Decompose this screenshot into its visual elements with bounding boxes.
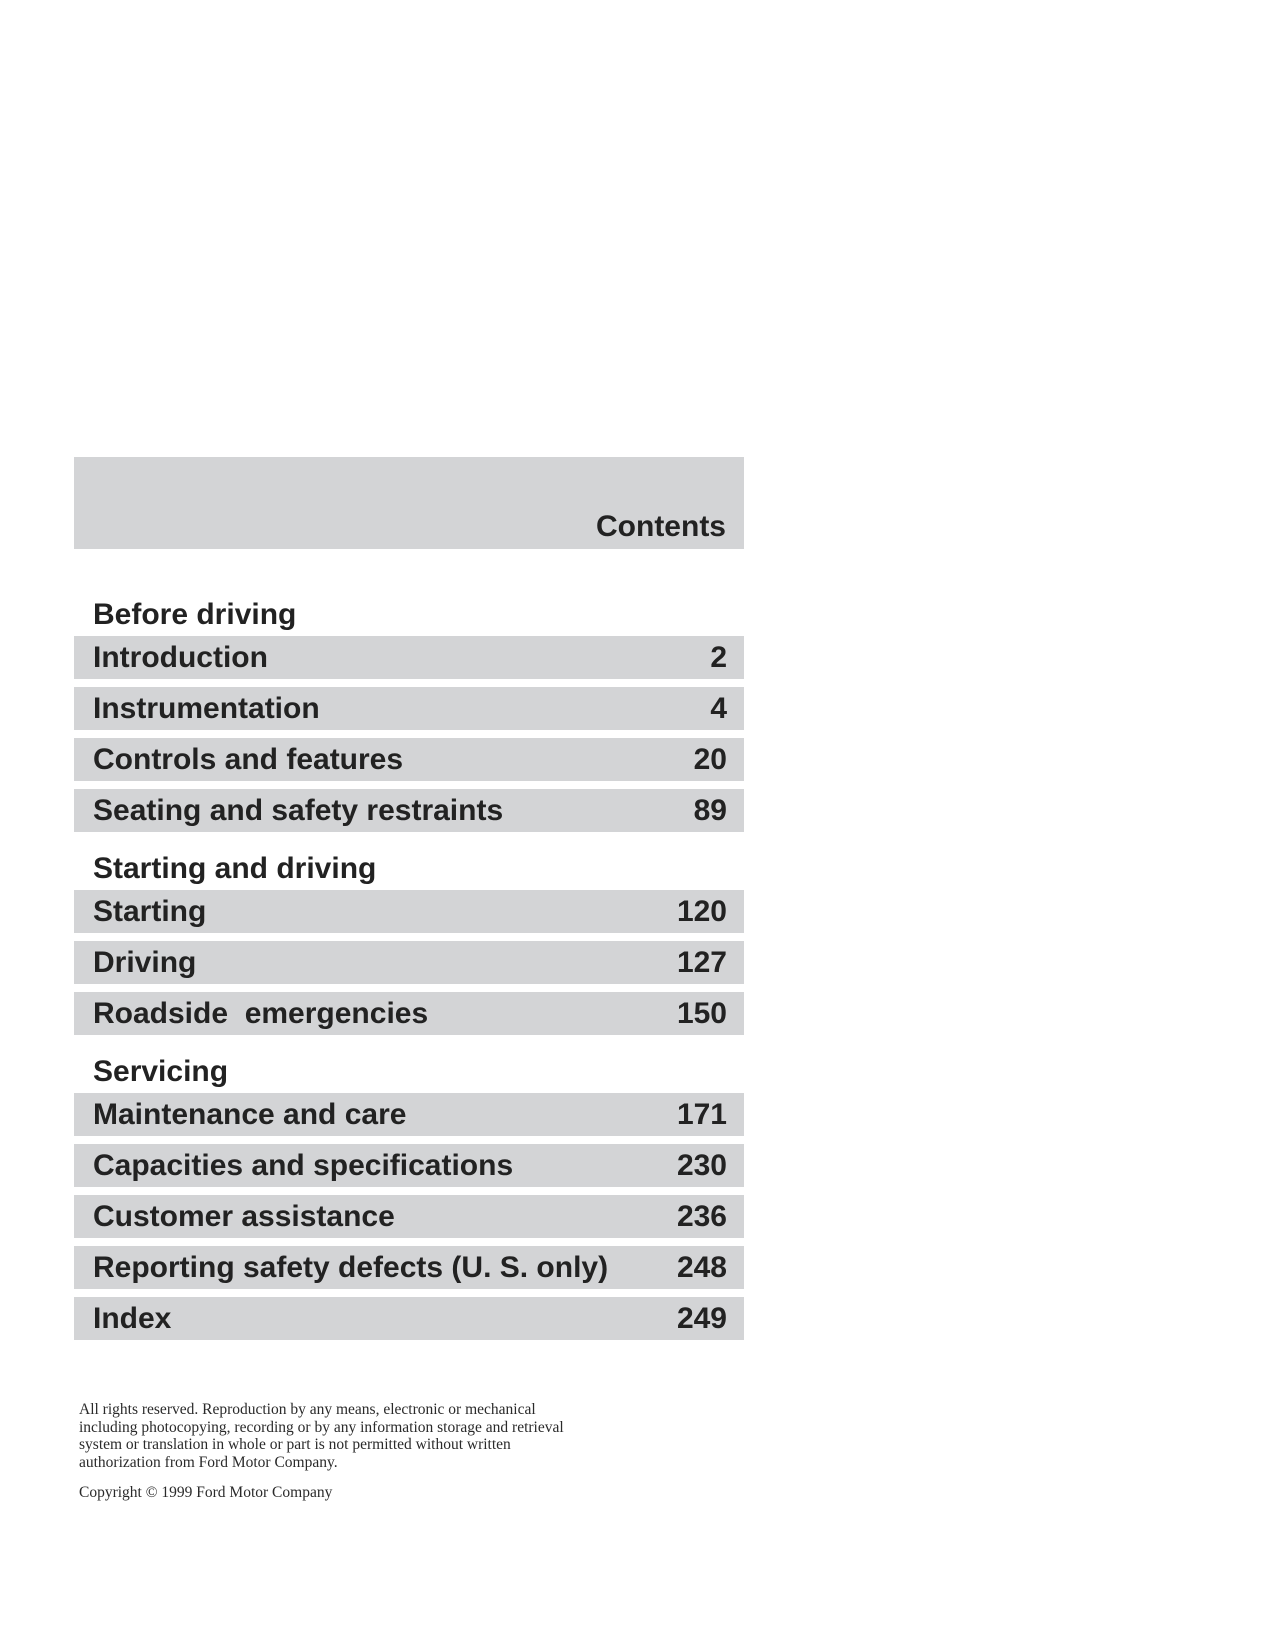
- legal-notice: [79, 1401, 659, 1471]
- toc-entry-page: 248: [676, 1250, 727, 1284]
- toc-entry-label: Introduction: [93, 640, 268, 674]
- toc-entry-page: 4: [710, 691, 727, 725]
- toc-entry-label: Reporting safety defects (U. S. only): [93, 1250, 609, 1284]
- toc-entry-page: 171: [676, 1097, 727, 1131]
- toc-entry-label: Instrumentation: [93, 691, 320, 725]
- toc-entry-label: Roadside emergencies: [93, 996, 429, 1030]
- toc-entry-roadside-emergencies[interactable]: [74, 992, 744, 1035]
- section-heading-before-driving: Before driving: [93, 598, 297, 631]
- toc-entry-maintenance-and-care[interactable]: [74, 1093, 744, 1136]
- legal-line: All rights reserved. Reproduction by any means, electronic or mechanical: [79, 1401, 536, 1418]
- legal-line: authorization from Ford Motor Company.: [79, 1453, 338, 1471]
- toc-entry-label: Index: [93, 1301, 172, 1335]
- toc-entry-seating-and-safety-restraints[interactable]: [74, 789, 744, 832]
- copyright-notice: Copyright © 1999 Ford Motor Company: [79, 1484, 333, 1501]
- toc-entry-capacities-and-specifications[interactable]: [74, 1144, 744, 1187]
- toc-entry-label: Seating and safety restraints: [93, 793, 504, 827]
- toc-entry-page: 249: [676, 1301, 727, 1335]
- page-title: Contents: [596, 510, 726, 543]
- legal-line: including photocopying, recording or by any information storage and retrieval: [79, 1418, 564, 1436]
- toc-entry-label: Capacities and specifications: [93, 1148, 514, 1182]
- toc-entry-label: Driving: [93, 945, 197, 979]
- toc-entry-page: 127: [676, 945, 727, 979]
- toc-entry-label: Controls and features: [93, 742, 404, 776]
- toc-entry-customer-assistance[interactable]: [74, 1195, 744, 1238]
- contents-header-band: [74, 457, 744, 549]
- table-of-contents: [74, 586, 744, 1348]
- toc-entry-page: 2: [710, 640, 727, 674]
- legal-line: system or translation in whole or part is not permitted without written: [79, 1436, 511, 1453]
- toc-entry-index[interactable]: [74, 1297, 744, 1340]
- toc-entry-instrumentation[interactable]: [74, 687, 744, 730]
- section-heading-servicing: Servicing: [93, 1055, 229, 1088]
- section-heading-starting-and-driving: Starting and driving: [93, 852, 377, 885]
- toc-entry-reporting-safety-defects[interactable]: [74, 1246, 744, 1289]
- toc-entry-label: Starting: [93, 894, 207, 928]
- toc-entry-page: 230: [676, 1148, 727, 1182]
- toc-entry-page: 236: [676, 1199, 727, 1233]
- toc-entry-label: Customer assistance: [93, 1199, 395, 1233]
- toc-entry-page: 89: [693, 793, 727, 827]
- toc-entry-label: Maintenance and care: [93, 1097, 407, 1131]
- toc-entry-driving[interactable]: [74, 941, 744, 984]
- toc-entry-introduction[interactable]: [74, 636, 744, 679]
- toc-entry-controls-and-features[interactable]: [74, 738, 744, 781]
- toc-entry-page: 150: [676, 996, 727, 1030]
- toc-entry-page: 20: [693, 742, 727, 776]
- toc-entry-starting[interactable]: [74, 890, 744, 933]
- toc-entry-page: 120: [676, 894, 727, 928]
